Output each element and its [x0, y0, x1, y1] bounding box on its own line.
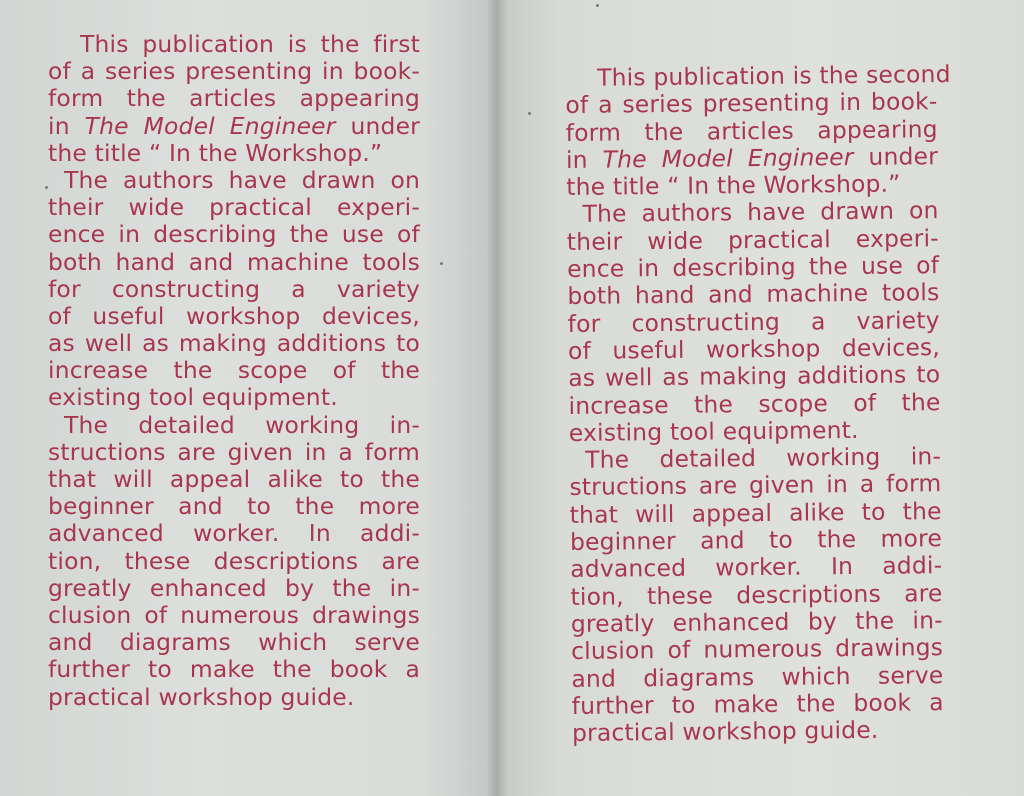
- paper-speck: [596, 4, 599, 7]
- text-line: The detailed working in-: [64, 410, 420, 439]
- text-line: practical workshop guide.: [571, 715, 879, 748]
- paper-speck: [45, 186, 48, 189]
- text-line: The authors have drawn on: [582, 196, 939, 229]
- text-line: This publication is the first: [80, 30, 420, 58]
- text-line: as well as making additions to: [568, 360, 941, 393]
- text-fragment: under: [853, 141, 939, 171]
- paper-speck: [528, 112, 531, 115]
- text-line: practical workshop guide.: [48, 682, 355, 711]
- text-line: greatly enhanced by the in-: [570, 606, 943, 638]
- publication-title: The Model Engineer: [602, 142, 854, 174]
- right-page-text: [565, 59, 951, 748]
- text-line: The authors have drawn on: [64, 165, 420, 194]
- text-line: for constructing a variety: [48, 274, 420, 303]
- text-line: clusion of numerous drawings: [570, 633, 944, 666]
- text-line: structions are given in a form: [569, 469, 942, 502]
- text-line: beginner and to the more: [48, 492, 420, 521]
- text-line: form the articles appearing: [565, 114, 938, 147]
- text-line: form the articles appearing: [48, 84, 420, 113]
- text-line: further to make the book a: [571, 687, 944, 720]
- text-line: structions are given in a form: [48, 437, 420, 466]
- text-line: advanced worker. In addi-: [48, 519, 420, 548]
- text-line: that will appeal alike to the: [48, 465, 420, 493]
- text-line: their wide practical experi-: [48, 193, 420, 222]
- text-line: increase the scope of the: [48, 356, 420, 385]
- text-line: and diagrams which serve: [571, 660, 944, 693]
- text-fragment: in: [48, 111, 85, 140]
- text-line: tion, these descriptions are: [570, 578, 943, 611]
- text-line: increase the scope of the: [568, 387, 941, 420]
- text-line: advanced worker. In addi-: [570, 551, 943, 584]
- text-line: and diagrams which serve: [48, 628, 420, 657]
- text-line: ence in describing the use of: [48, 220, 420, 249]
- text-line: both hand and machine tools: [48, 247, 420, 276]
- text-line: existing tool equipment.: [568, 415, 859, 447]
- left-page-text: [48, 31, 420, 711]
- text-line: of a series presenting in book-: [48, 57, 420, 86]
- paper-speck: [440, 262, 443, 265]
- publication-title: The Model Engineer: [84, 111, 336, 140]
- text-line: This publication is the second: [596, 59, 951, 92]
- text-line: tion, these descriptions are: [48, 546, 420, 575]
- text-line: The detailed working in-: [584, 442, 942, 474]
- text-fragment: in: [565, 145, 603, 174]
- text-line: for constructing a variety: [567, 305, 940, 338]
- text-line: as well as making additions to: [48, 329, 420, 358]
- text-line: further to make the book a: [48, 655, 420, 684]
- text-line: the title “ In the Workshop.”: [566, 169, 901, 202]
- text-line: [48, 113, 420, 140]
- text-line: ence in describing the use of: [566, 251, 940, 284]
- text-line: clusion of numerous drawings: [48, 600, 420, 629]
- text-line: that will appeal alike to the: [569, 496, 942, 529]
- text-line: of useful workshop devices,: [48, 301, 420, 330]
- text-line: their wide practical experi-: [566, 223, 939, 256]
- text-line: greatly enhanced by the in-: [48, 573, 420, 602]
- text-line: existing tool equipment.: [48, 383, 338, 412]
- text-line: of useful workshop devices,: [567, 333, 941, 365]
- text-line: both hand and machine tools: [567, 278, 940, 311]
- text-line: beginner and to the more: [569, 524, 943, 557]
- text-fragment: under: [335, 111, 420, 140]
- text-line: of a series presenting in book-: [565, 87, 938, 120]
- text-line: the title “ In the Workshop.”: [48, 138, 383, 167]
